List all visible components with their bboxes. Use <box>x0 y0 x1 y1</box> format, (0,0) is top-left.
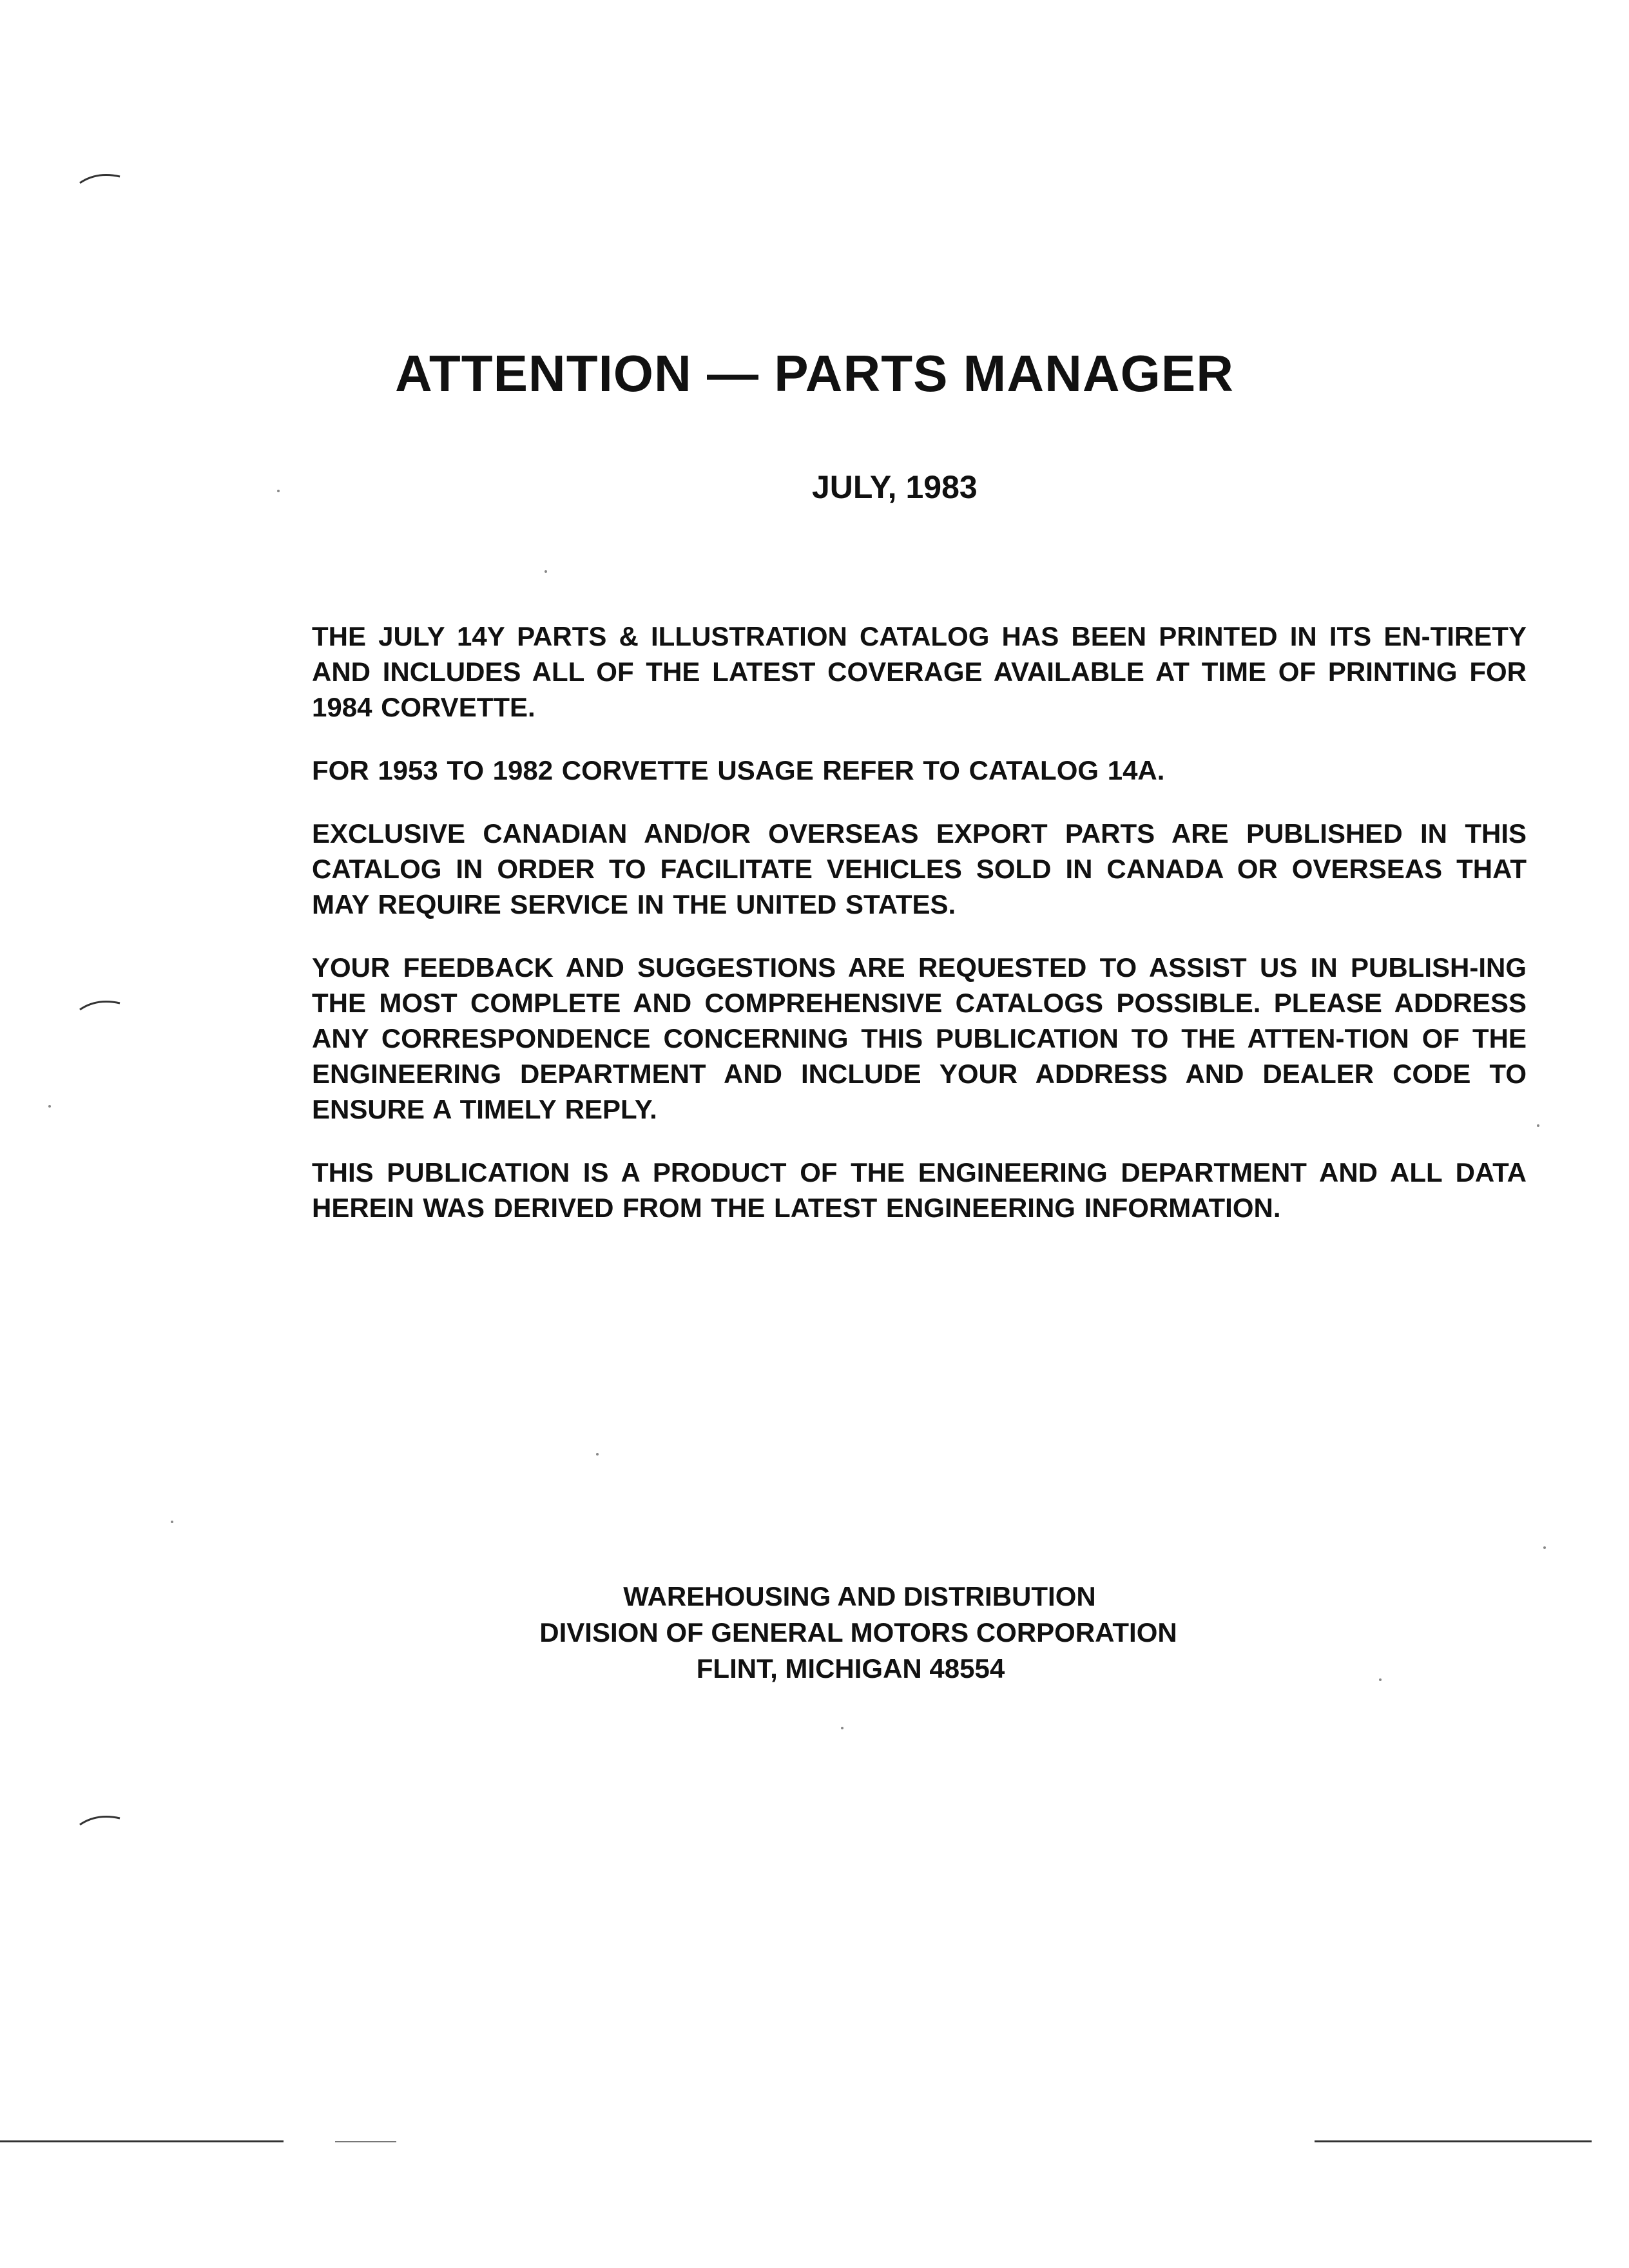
scan-speck <box>841 1727 843 1729</box>
scan-edge-line-left-faint <box>335 2141 396 2142</box>
scan-speck <box>1543 1546 1546 1549</box>
paragraph-catalog-printed: THE JULY 14Y PARTS & ILLUSTRATION CATALOG HAS BEEN PRINTED IN ITS EN-TIRETY AND INCLUDES ALL OF THE LATEST COVERAGE AVAILABLE AT TIME OF PRINTING FOR 1984 CORVETTE. <box>312 621 1527 722</box>
binder-hole-mark-middle <box>77 995 122 1014</box>
scan-speck <box>545 570 547 573</box>
paragraph-publication-source: THIS PUBLICATION IS A PRODUCT OF THE ENGINEERING DEPARTMENT AND ALL DATA HEREIN WAS DERIVED FROM THE LATEST ENGINEERING INFORMATION. <box>312 1157 1527 1223</box>
binder-hole-mark-top <box>77 169 122 187</box>
scan-speck <box>277 490 280 492</box>
page-title: ATTENTION — PARTS MANAGER <box>395 344 1234 402</box>
paragraph-catalog-reference: FOR 1953 TO 1982 CORVETTE USAGE REFER TO CATALOG 14A. <box>312 755 1165 785</box>
footer-organization: WAREHOUSING AND DISTRIBUTION <box>623 1581 1096 1611</box>
scan-speck <box>171 1521 173 1523</box>
binder-hole-mark-bottom <box>77 1811 122 1829</box>
scan-speck <box>48 1105 51 1108</box>
footer-division: DIVISION OF GENERAL MOTORS CORPORATION <box>539 1617 1177 1648</box>
document-date: JULY, 1983 <box>812 469 978 505</box>
paragraph-export-parts: EXCLUSIVE CANADIAN AND/OR OVERSEAS EXPORT PARTS ARE PUBLISHED IN THIS CATALOG IN ORDER TO FACILITATE VEHICLES SOLD IN CANADA OR OVERSEAS THAT MAY REQUIRE SERVICE IN THE UNITED STATES. <box>312 818 1527 919</box>
paragraph-feedback: YOUR FEEDBACK AND SUGGESTIONS ARE REQUESTED TO ASSIST US IN PUBLISH-ING THE MOST COMPLETE AND COMPREHENSIVE CATALOGS POSSIBLE. PLEASE ADDRESS ANY CORRESPONDENCE CONCERNING THIS PUBLICATION TO THE ATTEN-TION OF THE ENGINEERING DEPARTMENT AND INCLUDE YOUR ADDRESS AND DEALER CODE TO ENSURE A TIMELY REPLY. <box>312 952 1527 1124</box>
footer-address <box>0 1579 1629 1687</box>
scan-edge-line-left <box>0 2140 284 2142</box>
body-text <box>312 619 1527 1253</box>
scan-edge-line-right <box>1315 2140 1592 2142</box>
scan-speck <box>596 1453 599 1456</box>
footer-location: FLINT, MICHIGAN 48554 <box>696 1653 1005 1684</box>
scan-speck <box>1537 1124 1539 1127</box>
